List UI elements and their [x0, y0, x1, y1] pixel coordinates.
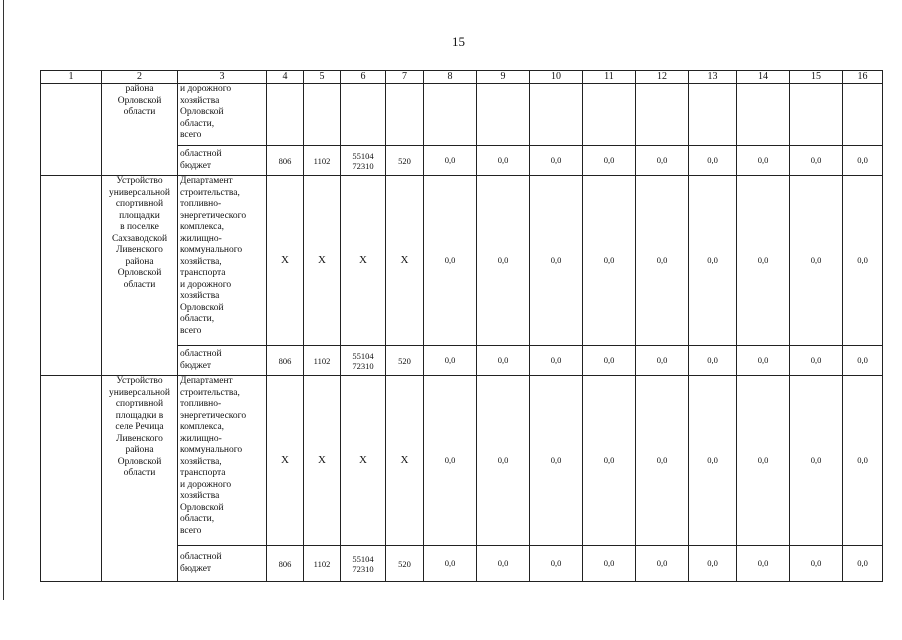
- x-mark: X: [267, 176, 304, 346]
- column-header: 15: [790, 71, 843, 84]
- code-cell: 1102: [304, 146, 341, 176]
- column-header: 1: [41, 71, 102, 84]
- value-cell: 0,0: [530, 176, 583, 346]
- column-header: 13: [689, 71, 737, 84]
- value-cell: 0,0: [530, 346, 583, 376]
- value-cell: 0,0: [689, 346, 737, 376]
- value-cell: 0,0: [636, 546, 689, 582]
- code-cell: 55104 72310: [341, 346, 386, 376]
- page-number: 15: [452, 34, 465, 49]
- code-cell: 806: [267, 546, 304, 582]
- value-cell: 0,0: [843, 546, 883, 582]
- x-mark: X: [304, 176, 341, 346]
- code-cell: 520: [386, 546, 424, 582]
- object-name-cell: Устройство универсальной спортивной площадки в селе Речица Ливенского района Орловской области: [102, 376, 178, 582]
- column-header: 5: [304, 71, 341, 84]
- object-name-cell: Устройство универсальной спортивной площадки в поселке Сахзаводской Ливенского района Орловской области: [102, 176, 178, 376]
- cell-empty: [41, 376, 102, 582]
- budget-label: областной бюджет: [178, 546, 267, 582]
- column-header: 7: [386, 71, 424, 84]
- value-cell: 0,0: [790, 376, 843, 546]
- value-cell: 0,0: [790, 546, 843, 582]
- value-cell: 0,0: [843, 176, 883, 346]
- column-header: 6: [341, 71, 386, 84]
- value-cell: 0,0: [530, 546, 583, 582]
- value-cell: 0,0: [843, 146, 883, 176]
- table-row: [41, 84, 883, 146]
- value-cell: 0,0: [530, 146, 583, 176]
- value-cell: 0,0: [583, 546, 636, 582]
- x-mark: X: [386, 176, 424, 346]
- column-header: 11: [583, 71, 636, 84]
- value-cell: 0,0: [636, 176, 689, 346]
- value-cell: 0,0: [583, 146, 636, 176]
- code-cell: 55104 72310: [341, 146, 386, 176]
- code-cell: 806: [267, 146, 304, 176]
- value-cell: 0,0: [477, 146, 530, 176]
- value-cell: 0,0: [477, 176, 530, 346]
- x-mark: X: [267, 376, 304, 546]
- value-cell: 0,0: [424, 176, 477, 346]
- x-mark: X: [341, 176, 386, 346]
- value-cell: 0,0: [737, 376, 790, 546]
- code-cell: 55104 72310: [341, 546, 386, 582]
- budget-label: областной бюджет: [178, 346, 267, 376]
- responsible-cell: и дорожного хозяйства Орловской области, всего: [178, 84, 267, 146]
- column-header: 8: [424, 71, 477, 84]
- code-cell: 1102: [304, 546, 341, 582]
- value-cell: 0,0: [689, 546, 737, 582]
- value-cell: 0,0: [636, 346, 689, 376]
- value-cell: 0,0: [689, 376, 737, 546]
- object-name-cell: района Орловской области: [102, 84, 178, 176]
- value-cell: 0,0: [737, 176, 790, 346]
- cell-empty: [41, 84, 102, 176]
- total-row: [41, 376, 883, 546]
- code-cell: 520: [386, 346, 424, 376]
- column-header: 12: [636, 71, 689, 84]
- value-cell: 0,0: [583, 346, 636, 376]
- column-header: 2: [102, 71, 178, 84]
- value-cell: 0,0: [737, 146, 790, 176]
- budget-table: [40, 70, 883, 582]
- value-cell: 0,0: [424, 146, 477, 176]
- value-cell: 0,0: [477, 346, 530, 376]
- value-cell: 0,0: [477, 546, 530, 582]
- value-cell: 0,0: [583, 376, 636, 546]
- responsible-cell: Департамент строительства, топливно- энергетического комплекса, жилищно- коммунального хозяйства, транспорта и дорожного хозяйства Орловской области, всего: [178, 376, 267, 546]
- x-mark: X: [304, 376, 341, 546]
- code-cell: 520: [386, 146, 424, 176]
- column-header: 3: [178, 71, 267, 84]
- value-cell: 0,0: [530, 376, 583, 546]
- responsible-cell: Департамент строительства, топливно- энергетического комплекса, жилищно- коммунального хозяйства, транспорта и дорожного хозяйства Орловской области, всего: [178, 176, 267, 346]
- column-header: 16: [843, 71, 883, 84]
- x-mark: X: [386, 376, 424, 546]
- budget-label: областной бюджет: [178, 146, 267, 176]
- value-cell: 0,0: [636, 376, 689, 546]
- value-cell: 0,0: [737, 546, 790, 582]
- column-header: 14: [737, 71, 790, 84]
- code-cell: 806: [267, 346, 304, 376]
- value-cell: 0,0: [424, 376, 477, 546]
- value-cell: 0,0: [689, 176, 737, 346]
- value-cell: 0,0: [790, 146, 843, 176]
- column-number-row: [41, 71, 883, 84]
- value-cell: 0,0: [790, 176, 843, 346]
- value-cell: 0,0: [689, 146, 737, 176]
- value-cell: 0,0: [636, 146, 689, 176]
- value-cell: 0,0: [737, 346, 790, 376]
- value-cell: 0,0: [843, 346, 883, 376]
- cell-empty: [41, 176, 102, 376]
- value-cell: 0,0: [477, 376, 530, 546]
- value-cell: 0,0: [843, 376, 883, 546]
- column-header: 4: [267, 71, 304, 84]
- code-cell: 1102: [304, 346, 341, 376]
- value-cell: 0,0: [424, 346, 477, 376]
- column-header: 10: [530, 71, 583, 84]
- value-cell: 0,0: [790, 346, 843, 376]
- left-margin-rule: [3, 0, 4, 600]
- total-row: [41, 176, 883, 346]
- value-cell: 0,0: [424, 546, 477, 582]
- x-mark: X: [341, 376, 386, 546]
- value-cell: 0,0: [583, 176, 636, 346]
- column-header: 9: [477, 71, 530, 84]
